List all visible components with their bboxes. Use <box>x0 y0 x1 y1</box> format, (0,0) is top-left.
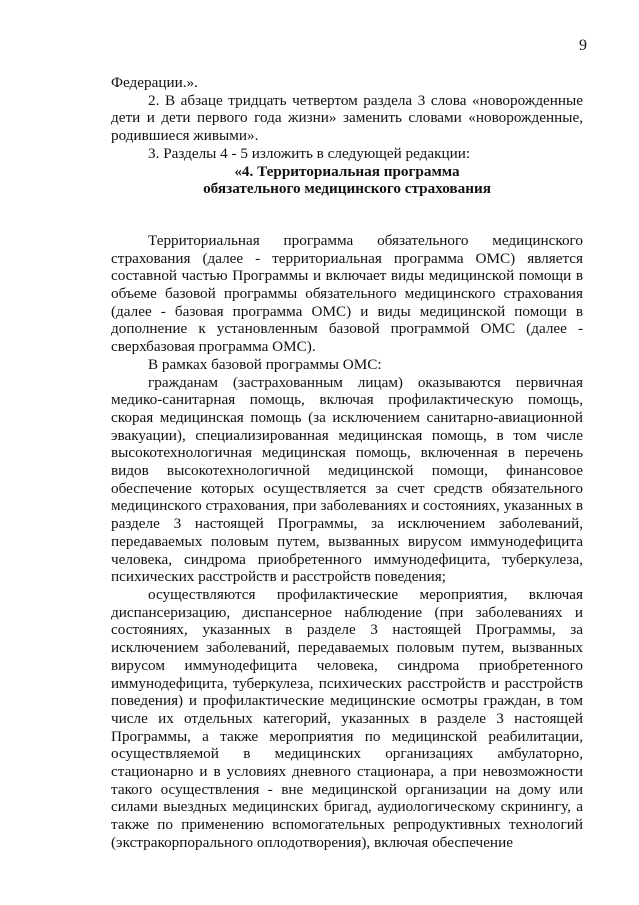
page-number: 9 <box>579 37 587 54</box>
document-body <box>111 74 583 852</box>
paragraph-continuation: Федерации.». <box>111 74 198 91</box>
paragraph-program-definition: Территориальная программа обязательного медицинского страхования (далее - территориальная программа ОМС) является составной частью Программы и включает виды медицинской помощи в объеме базовой программы обязательного медицинского страхования (далее - базовая программа ОМС) и виды медицинской помощи в дополнение к установленным базовой программой ОМС (далее - сверхбазовая программа ОМС). <box>111 231 583 356</box>
section-heading-line-1: «4. Территориальная программа <box>234 162 460 180</box>
spacer <box>111 198 583 232</box>
paragraph-preventive-measures: осуществляются профилактические мероприятия, включая диспансеризацию, диспансерное наблюдение (при заболеваниях и состояниях, указанных в разделе 3 настоящей Программы, за исключением заболеваний, передаваемых половым путем, вызванных вирусом иммунодефицита человека, синдрома приобретенного иммунодефицита, туберкулеза, психических расстройств и расстройств поведения) и профилактические медицинские осмотры граждан, в том числе их отдельных категорий, указанных в разделе 3 настоящей Программы, а также мероприятия по медицинской реабилитации, осуществляемой в медицинских организациях амбулаторно, стационарно и в условиях дневного стационара, а при невозможности такого осуществления - вне медицинской организации на дому или силами выездных медицинских бригад, аудиологическому скринингу, а также по применению вспомогательных репродуктивных технологий (экстракорпорального оплодотворения), включая обеспечение <box>111 585 583 851</box>
paragraph-amendment-3: 3. Разделы 4 - 5 изложить в следующей редакции: <box>148 144 471 162</box>
section-heading-line-2: обязательного медицинского страхования <box>203 180 491 198</box>
section-heading <box>111 163 583 198</box>
paragraph-amendment-2: 2. В абзаце тридцать четвертом раздела 3 слова «новорожденные дети и дети первого года жизни» заменить словами «новорожденные, родившиеся живыми». <box>111 91 583 145</box>
paragraph-base-program-intro: В рамках базовой программы ОМС: <box>148 355 382 373</box>
paragraph-citizens-care: гражданам (застрахованным лицам) оказываются первичная медико-санитарная помощь, включая профилактическую помощь, скорая медицинская помощь (за исключением санитарно-авиационной эвакуации), специализированная медицинская помощь, в том числе высокотехнологичная медицинская помощь, включенная в перечень видов высокотехнологичной медицинской помощи, финансовое обеспечение которых осуществляется за счет средств обязательного медицинского страхования, при заболеваниях и состояниях, указанных в разделе 3 настоящей Программы, за исключением заболеваний, передаваемых половым путем, вызванных вирусом иммунодефицита человека, синдрома приобретенного иммунодефицита, туберкулеза, психических расстройств и расстройств поведения; <box>111 373 583 586</box>
